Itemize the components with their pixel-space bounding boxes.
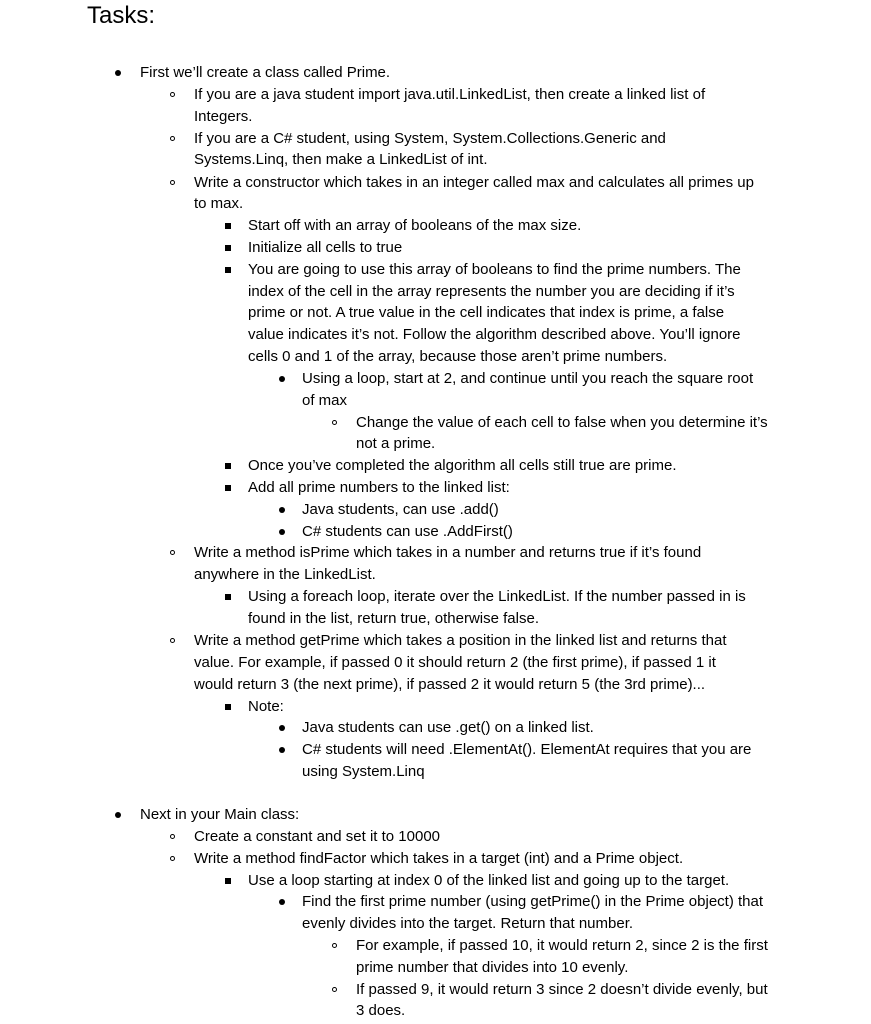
text-line: Change the value of each cell to false when you determine it’s xyxy=(356,414,768,431)
square-bullet xyxy=(225,267,231,273)
text-line: of max xyxy=(302,392,348,409)
square-bullet xyxy=(225,485,231,491)
text-line: Once you’ve completed the algorithm all cells still true are prime. xyxy=(248,457,677,474)
circle-bullet xyxy=(170,638,175,643)
text-line: Systems.Linq, then make a LinkedList of int. xyxy=(194,151,488,168)
text-line: C# students will need .ElementAt(). ElementAt requires that you are xyxy=(302,741,752,758)
circle-bullet xyxy=(170,856,175,861)
text-line: Write a method isPrime which takes in a number and returns true if it’s found xyxy=(194,544,702,561)
text-line: Java students can use .get() on a linked list. xyxy=(302,719,594,736)
text-line: Use a loop starting at index 0 of the linked list and going up to the target. xyxy=(248,872,730,889)
square-bullet xyxy=(225,594,231,600)
circle-bullet xyxy=(332,987,337,992)
disc-bullet xyxy=(279,899,285,905)
text-line: Add all prime numbers to the linked list: xyxy=(248,479,510,496)
disc-bullet xyxy=(115,812,121,818)
circle-bullet xyxy=(170,92,175,97)
text-line: Integers. xyxy=(194,108,253,125)
circle-bullet xyxy=(332,420,337,425)
text-line: C# students can use .AddFirst() xyxy=(302,523,513,540)
disc-bullet xyxy=(279,725,285,731)
circle-bullet xyxy=(170,136,175,141)
text-line: using System.Linq xyxy=(302,763,425,780)
text-line: Write a method findFactor which takes in a target (int) and a Prime object. xyxy=(194,850,684,867)
text-line: anywhere in the LinkedList. xyxy=(194,566,376,583)
text-line: to max. xyxy=(194,195,244,212)
square-bullet xyxy=(225,878,231,884)
text-line: would return 3 (the next prime), if passed 2 it would return 5 (the 3rd prime)... xyxy=(194,676,706,693)
text-line: First we’ll create a class called Prime. xyxy=(140,64,391,81)
square-bullet xyxy=(225,223,231,229)
text-line: value indicates it’s not. Follow the algorithm described above. You’ll ignore xyxy=(248,326,741,343)
text-line: For example, if passed 10, it would return 2, since 2 is the first xyxy=(356,937,768,954)
text-line: Using a foreach loop, iterate over the LinkedList. If the number passed in is xyxy=(248,588,746,605)
circle-bullet xyxy=(170,180,175,185)
page-title: Tasks: xyxy=(87,2,156,29)
square-bullet xyxy=(225,463,231,469)
text-line: cells 0 and 1 of the array, because those aren’t prime numbers. xyxy=(248,348,668,365)
disc-bullet xyxy=(279,376,285,382)
text-line: prime number that divides into 10 evenly. xyxy=(356,959,629,976)
text-line: Create a constant and set it to 10000 xyxy=(194,828,440,845)
text-line: value. For example, if passed 0 it should return 2 (the first prime), if passed 1 it xyxy=(194,654,716,671)
square-bullet xyxy=(225,704,231,710)
text-line: found in the list, return true, otherwise false. xyxy=(248,610,539,627)
text-line: prime or not. A true value in the cell indicates that index is prime, a false xyxy=(248,304,725,321)
text-line: Next in your Main class: xyxy=(140,806,300,823)
disc-bullet xyxy=(279,529,285,535)
disc-bullet xyxy=(279,507,285,513)
text-line: 3 does. xyxy=(356,1002,406,1019)
text-line: Using a loop, start at 2, and continue until you reach the square root xyxy=(302,370,754,387)
circle-bullet xyxy=(170,834,175,839)
text-line: evenly divides into the target. Return that number. xyxy=(302,915,634,932)
text-line: index of the cell in the array represents the number you are deciding if it’s xyxy=(248,283,735,300)
circle-bullet xyxy=(170,550,175,555)
text-line: Java students, can use .add() xyxy=(302,501,499,518)
text-line: You are going to use this array of booleans to find the prime numbers. The xyxy=(248,261,741,278)
square-bullet xyxy=(225,245,231,251)
disc-bullet xyxy=(115,70,121,76)
text-line: not a prime. xyxy=(356,435,436,452)
text-line: Write a method getPrime which takes a position in the linked list and returns that xyxy=(194,632,727,649)
text-line: Initialize all cells to true xyxy=(248,239,403,256)
text-line: If you are a C# student, using System, System.Collections.Generic and xyxy=(194,130,666,147)
text-line: Start off with an array of booleans of the max size. xyxy=(248,217,582,234)
text-line: Note: xyxy=(248,698,284,715)
text-line: Find the first prime number (using getPrime() in the Prime object) that xyxy=(302,893,764,910)
text-line: If you are a java student import java.util.LinkedList, then create a linked list of xyxy=(194,86,706,103)
text-line: Write a constructor which takes in an integer called max and calculates all primes up xyxy=(194,174,754,191)
text-line: If passed 9, it would return 3 since 2 doesn’t divide evenly, but xyxy=(356,981,768,998)
disc-bullet xyxy=(279,747,285,753)
circle-bullet xyxy=(332,943,337,948)
